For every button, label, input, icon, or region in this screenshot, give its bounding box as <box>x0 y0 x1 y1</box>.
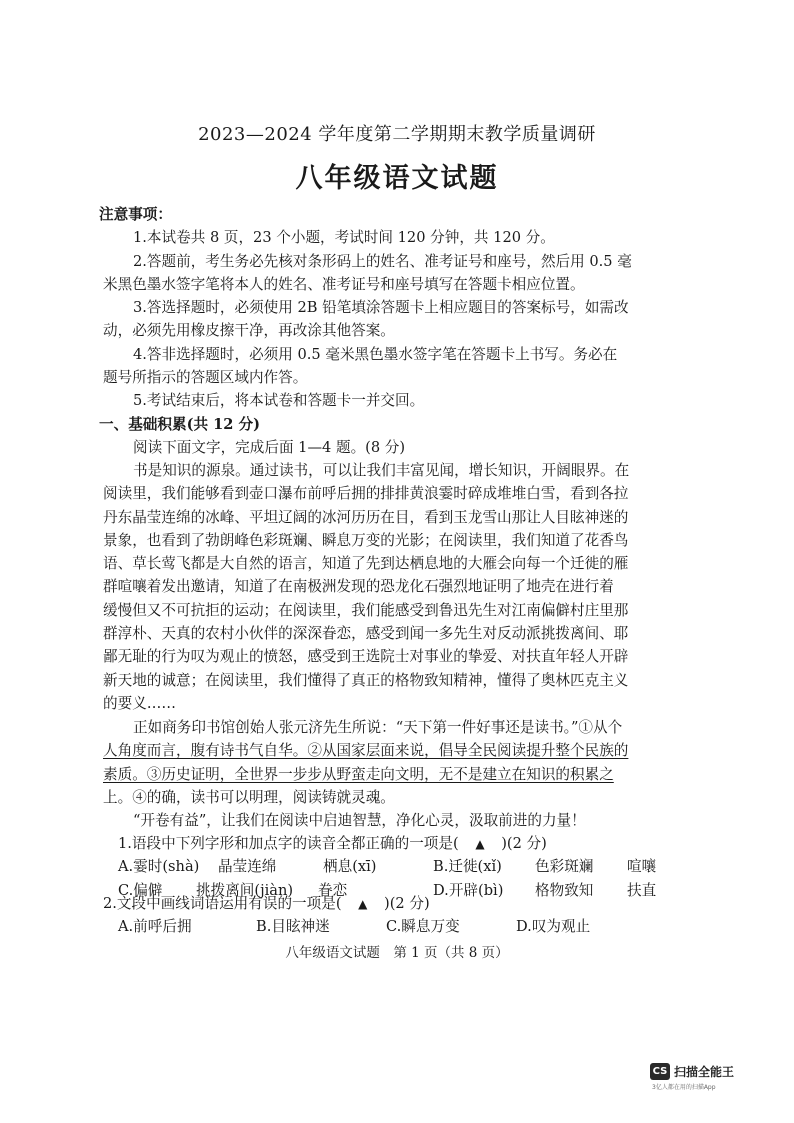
question-stem-text: 1.语段中下列字形和加点字的读音全都正确的一项是( <box>118 835 459 852</box>
page-footer: 八年级语文试题 第 1 页（共 8 页） <box>285 945 509 961</box>
passage-line-underlined: 素质。③历史证明，全世界一步步从野蛮走向文明，无不是建立在知识的积累之 <box>103 765 614 783</box>
question-2-options <box>103 915 678 938</box>
option-cell: 栖息(xī) <box>323 858 377 876</box>
passage-line: 丹东晶莹连绵的冰峰、平坦辽阔的冰河历历在目，看到玉龙雪山那让人目眩神迷的 <box>103 508 629 526</box>
note-line: 5.考试结束后，将本试卷和答题卡一并交回。 <box>133 392 425 410</box>
note-line: 动，必须先用橡皮擦干净，再改涂其他答案。 <box>103 322 395 340</box>
note-line: 4.答非选择题时，必须用 0.5 毫米黑色墨水签字笔在答题卡上书写。务必在 <box>133 345 618 363</box>
option-cell: B.目眩神迷 <box>256 918 330 936</box>
passage-line: “开卷有益”，让我们在阅读中启迪智慧，净化心灵，汲取前进的力量！ <box>133 812 586 829</box>
notes-section <box>99 203 673 413</box>
answer-blank-marker: ▲ <box>475 837 485 851</box>
exam-paper-title: 八年级语文试题 <box>295 163 499 194</box>
note-line: 米黑色墨水签字笔将本人的姓名、准考证号和座号填写在答题卡相应位置。 <box>103 275 585 293</box>
option-cell: 眷恋 <box>318 881 348 899</box>
option-cell: A.霎时(shà) <box>118 858 200 876</box>
question-2 <box>103 892 678 939</box>
passage-line: 正如商务印书馆创始人张元济先生所说：“天下第一件好事还是读书。”①从个 <box>133 719 623 736</box>
scanner-watermark <box>650 1063 734 1080</box>
passage-line: 阅读里，我们能够看到壶口瀑布前呼后拥的排排黄浪霎时碎成堆堆白雪，看到各拉 <box>103 485 629 503</box>
option-cell: D.开辟(bì) <box>433 881 504 899</box>
passage-line: 上。④的确，读书可以明理，阅读铸就灵魂。 <box>103 788 395 806</box>
notes-heading: 注意事项： <box>99 206 172 223</box>
option-cell: 喧嚷 <box>627 858 657 876</box>
note-line: 3.答选择题时，必须使用 2B 铅笔填涂答题卡上相应题目的答案标号，如需改 <box>133 299 629 317</box>
option-cell: 晶莹连绵 <box>218 858 277 876</box>
passage-line: 书是知识的源泉。通过读书，可以让我们丰富见闻，增长知识，开阔眼界。在 <box>133 462 630 479</box>
exam-term-title: 2023—2024 学年度第二学期期末教学质量调研 <box>198 124 596 145</box>
passage-paragraph-1 <box>103 459 673 715</box>
question-points: )(2 分) <box>501 835 547 852</box>
note-line: 2.答题前，考生务必先核对条形码上的姓名、准考证号和座号，然后用 0.5 毫 <box>133 252 632 270</box>
question-stem-text: 2.文段中画线词语运用有误的一项是( <box>103 895 342 912</box>
option-cell: A.前呼后拥 <box>118 918 192 936</box>
note-line: 题号所指示的答题区域内作答。 <box>103 369 308 387</box>
passage-line: 群喧嚷着发出邀请，知道了在南极洲发现的恐龙化石强烈地证明了地壳在进行着 <box>103 578 614 596</box>
option-cell: C.偏僻 <box>118 881 163 899</box>
question-2-stem <box>103 892 678 915</box>
section-intro: 阅读下面文字，完成后面 1—4 题。(8 分) <box>133 439 406 457</box>
passage-line: 鄙无耻的行为叹为观止的愤怒，感受到王选院士对事业的挚爱、对扶直年轻人开辟 <box>103 648 629 666</box>
option-cell: 色彩斑斓 <box>535 858 594 876</box>
passage-line: 景象，也看到了勃朗峰色彩斑斓、瞬息万变的光影；在阅读里，我们知道了花香鸟 <box>103 531 629 549</box>
answer-blank-marker: ▲ <box>358 897 368 911</box>
scanner-tagline: 3亿人都在用的扫描App <box>652 1084 716 1091</box>
option-cell: 扶直 <box>627 881 657 899</box>
passage-paragraph-3 <box>103 809 673 832</box>
question-points: )(2 分) <box>384 895 430 912</box>
question-1-stem <box>118 832 678 855</box>
passage-line: 语、草长莺飞都是大自然的语言，知道了先到达栖息地的大雁会向每一个迁徙的雁 <box>103 555 629 573</box>
option-cell: D.叹为观止 <box>516 918 591 936</box>
option-cell: C.瞬息万变 <box>386 918 460 936</box>
option-cell: B.迁徙(xǐ) <box>433 858 502 876</box>
question-1-options-row-1 <box>118 855 678 878</box>
section-heading: 一、基础积累(共 12 分) <box>99 416 261 433</box>
passage-line: 的要义…… <box>103 694 176 712</box>
section-basic <box>99 413 673 460</box>
passage-paragraph-2 <box>103 716 673 809</box>
scanner-app-name: 扫描全能王 <box>674 1065 735 1079</box>
scanner-logo-icon: CS <box>650 1063 670 1080</box>
passage-line-underlined: 人角度而言，腹有诗书气自华。②从国家层面来说，倡导全民阅读提升整个民族的 <box>103 742 629 760</box>
option-cell: 格物致知 <box>535 881 594 899</box>
option-cell: 挑拨离间(jiàn) <box>196 881 294 899</box>
note-line: 1.本试卷共 8 页，23 个小题，考试时间 120 分钟，共 120 分。 <box>133 229 555 247</box>
passage-line: 缓慢但又不可抗拒的运动；在阅读里，我们能感受到鲁迅先生对江南偏僻村庄里那 <box>103 601 629 619</box>
passage-line: 群淳朴、天真的农村小伙伴的深深眷恋，感受到闻一多先生对反动派挑拨离间、耶 <box>103 625 629 643</box>
passage-line: 新天地的诚意；在阅读里，我们懂得了真正的格物致知精神，懂得了奥林匹克主义 <box>103 671 629 689</box>
